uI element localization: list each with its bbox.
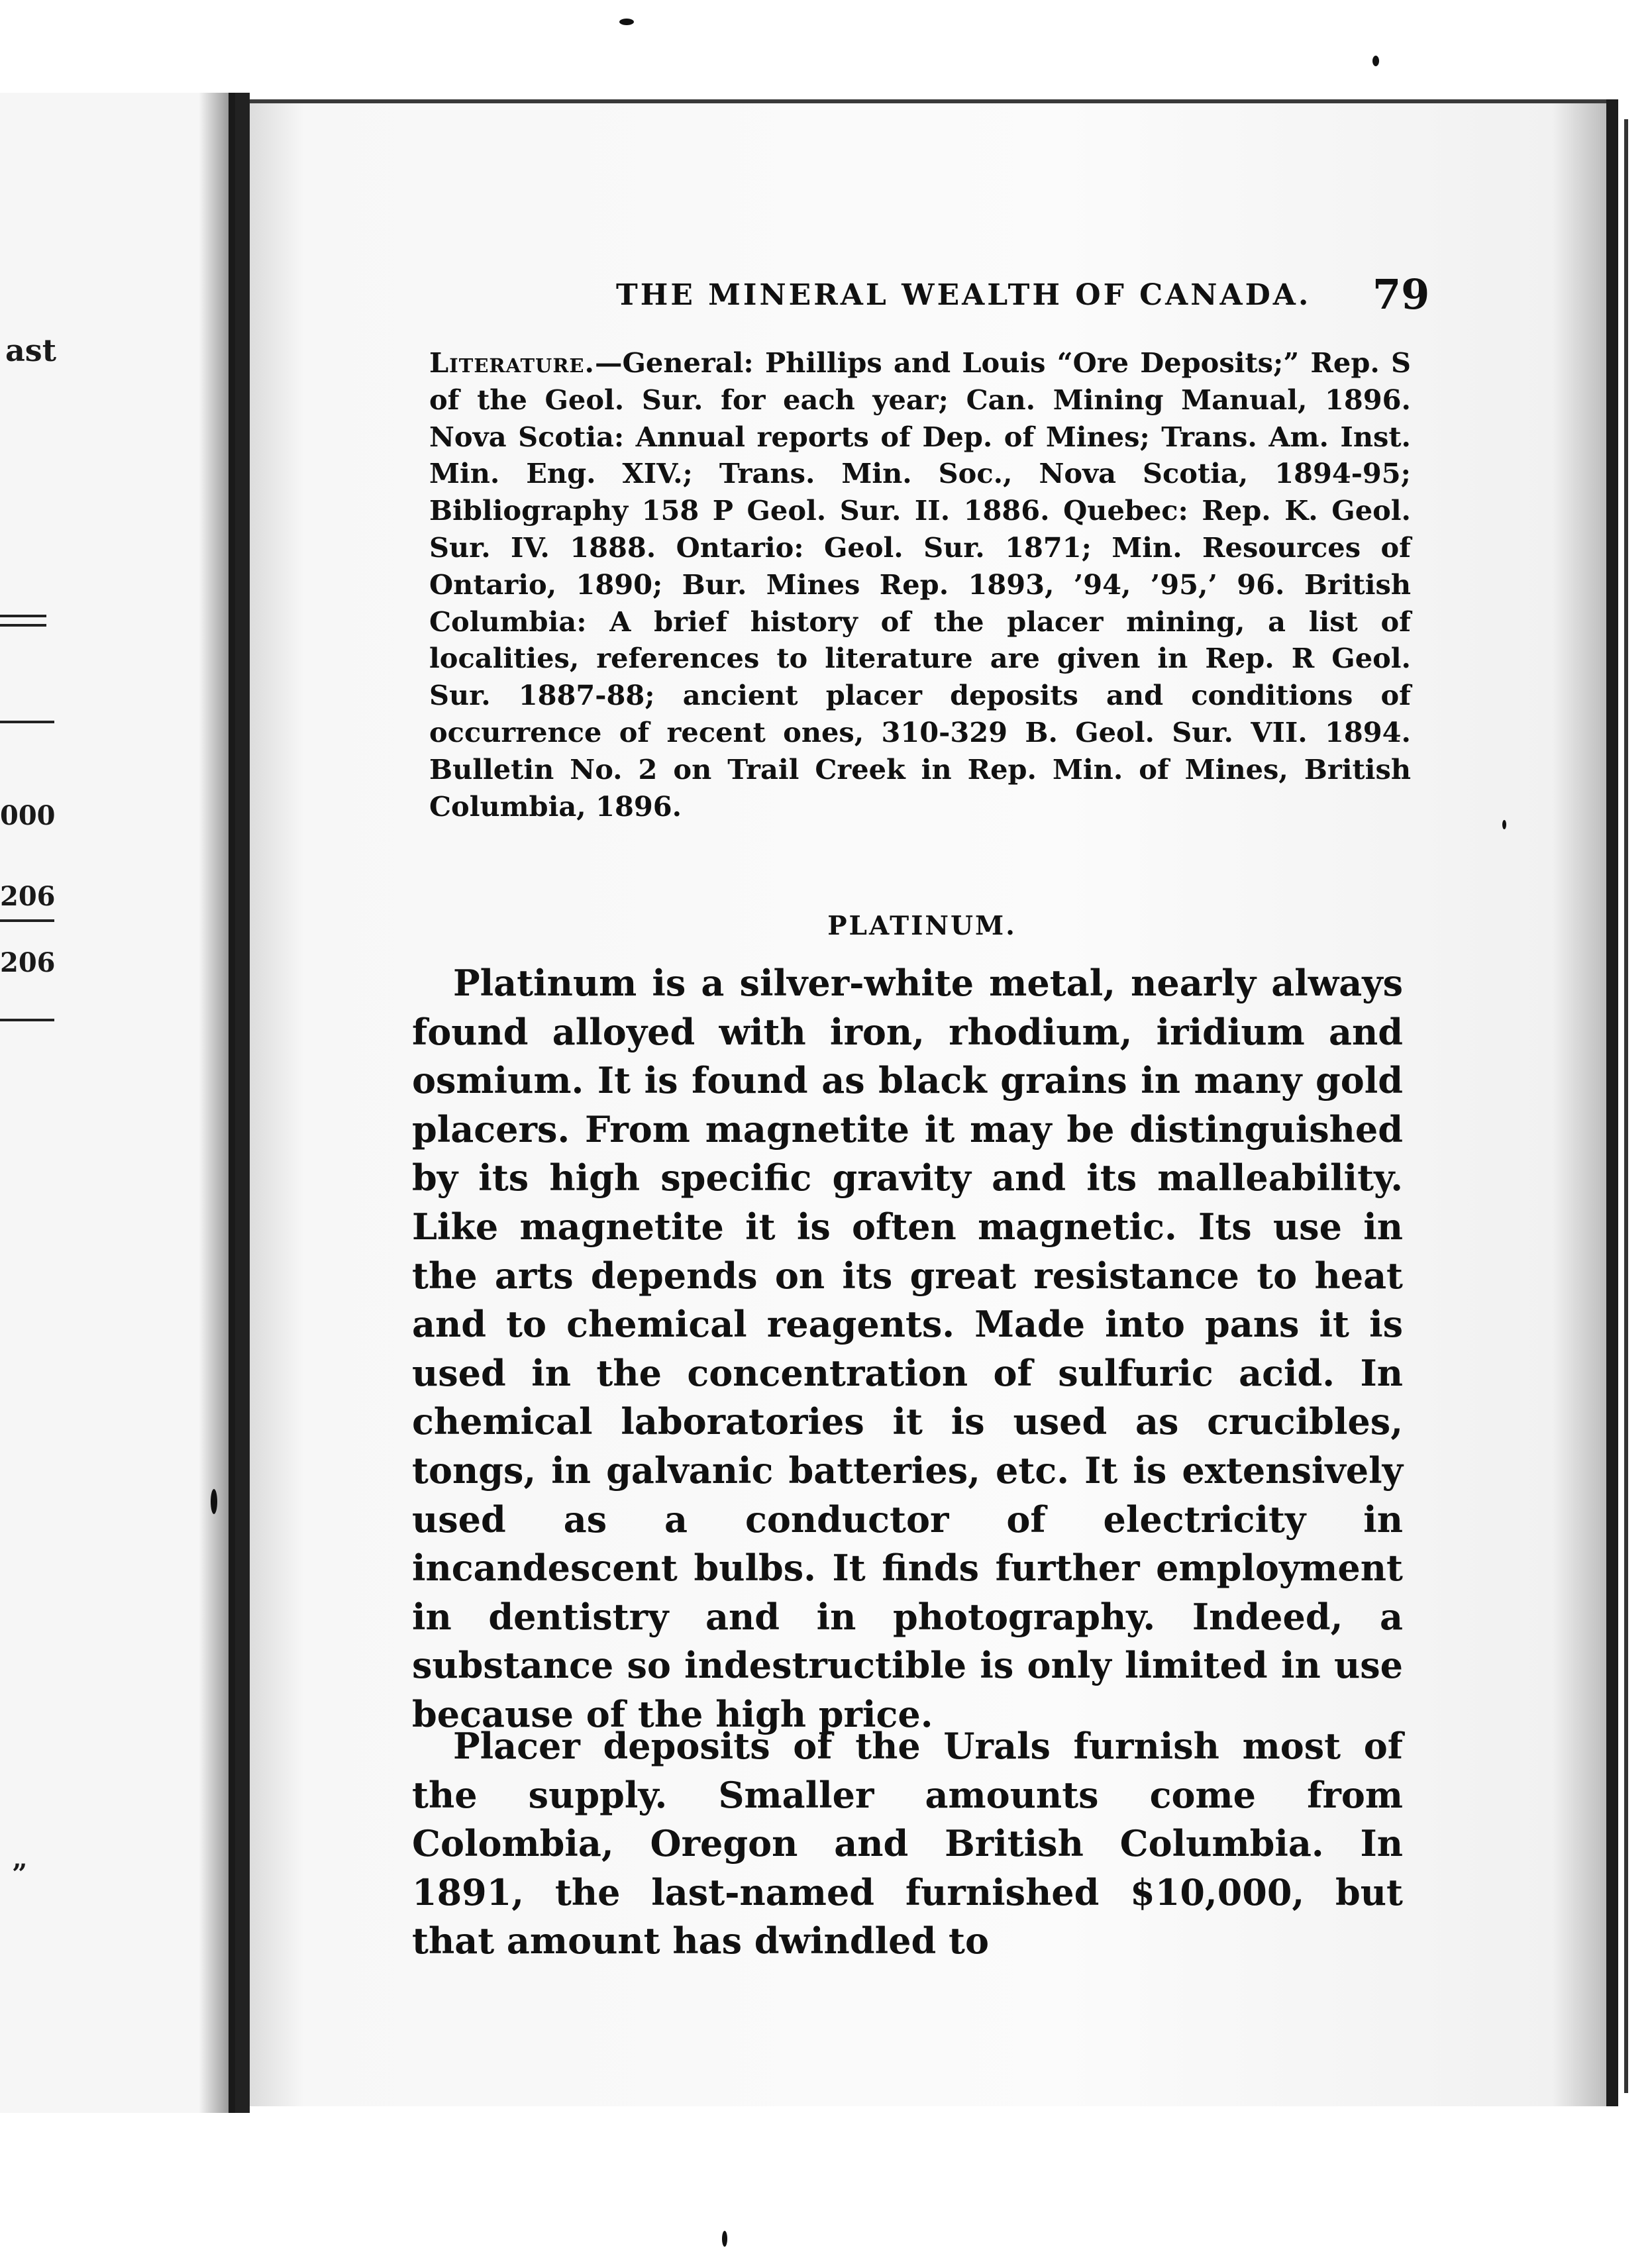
left-page-rule (0, 1019, 54, 1021)
literature-label: Literature. (429, 346, 595, 379)
left-page-rule (0, 721, 54, 723)
scan-speck (722, 2231, 727, 2247)
body-paragraph (412, 959, 1403, 1739)
scan-speck (1502, 820, 1506, 829)
section-heading: PLATINUM. (827, 911, 1017, 941)
running-head: THE MINERAL WEALTH OF CANADA. (616, 278, 1312, 312)
literature-paragraph (429, 344, 1411, 825)
scan-speck (211, 1489, 217, 1514)
paragraph-text: Platinum is a silver-white metal, nearly always found alloyed with iron, rhodium, iridium and osmium. It is found as black grains in many gold placers. From magnetite it may be distinguished by its high specific gravity and its malleability. Like magnetite it is often magnetic. Its use in the arts depends on its great resistance to heat and to chemical reagents. Made into pans it is used in the concentration of sulfuric acid. In chemical laboratories it is used as crucibles, tongs, in galvanic batteries, etc. It is extensively used as a conductor of electricity in incandescent bulbs. It finds further employment in dentistry and in photography. Indeed, a substance so indestructible is only limited in use because of the high price. (412, 962, 1403, 1735)
book-gutter (235, 93, 250, 2113)
right-page-edge (1624, 119, 1628, 2093)
literature-text: —General: Phillips and Louis “Ore Deposits;” Rep. S of the Geol. Sur. for each year; Can. Mining Manual, 1896. Nova Scotia: Annual reports of Dep. of Mines; Trans. Am. Inst. Min. Eng. XIV.; Trans. Min. Soc., Nova Scotia, 1894-95; Bibliography 158 P Geol. Sur. II. 1886. Quebec: Rep. K. Geol. Sur. IV. 1888. Ontario: Geol. Sur. 1871; Min. Resources of Ontario, 1890; Bur. Mines Rep. 1893, ’94, ’95,’ 96. British Columbia: A brief history of the placer mining, a list of localities, references to literature are given in Rep. R Geol. Sur. 1887-88; ancient placer deposits and conditions of occurrence of recent ones, 310-329 B. Geol. Sur. VII. 1894. Bulletin No. 2 on Trail Creek in Rep. Min. of Mines, British Columbia, 1896. (429, 346, 1411, 823)
body-paragraph (412, 1722, 1403, 1966)
page-number: 79 (1372, 270, 1430, 319)
scan-speck (1372, 56, 1379, 66)
left-page-shadow (199, 93, 229, 2113)
left-page-fragment: 206 (0, 881, 56, 912)
left-page-fragment: ” (12, 1859, 28, 1890)
right-page-edge (1606, 99, 1618, 2106)
scan-speck (619, 19, 634, 25)
right-page-top-edge (250, 99, 1606, 103)
left-page-fragment: 000 (0, 800, 56, 831)
left-page-rule (0, 615, 46, 617)
left-page-fragment: ast (5, 333, 56, 368)
left-page-rule (0, 624, 46, 627)
left-page-fragment: 206 (0, 947, 56, 978)
paragraph-text: Placer deposits of the Urals furnish most of the supply. Smaller amounts come from Colombia, Oregon and British Columbia. In 1891, the last-named furnished $10,000, but that amount has dwindled to (412, 1725, 1403, 1963)
